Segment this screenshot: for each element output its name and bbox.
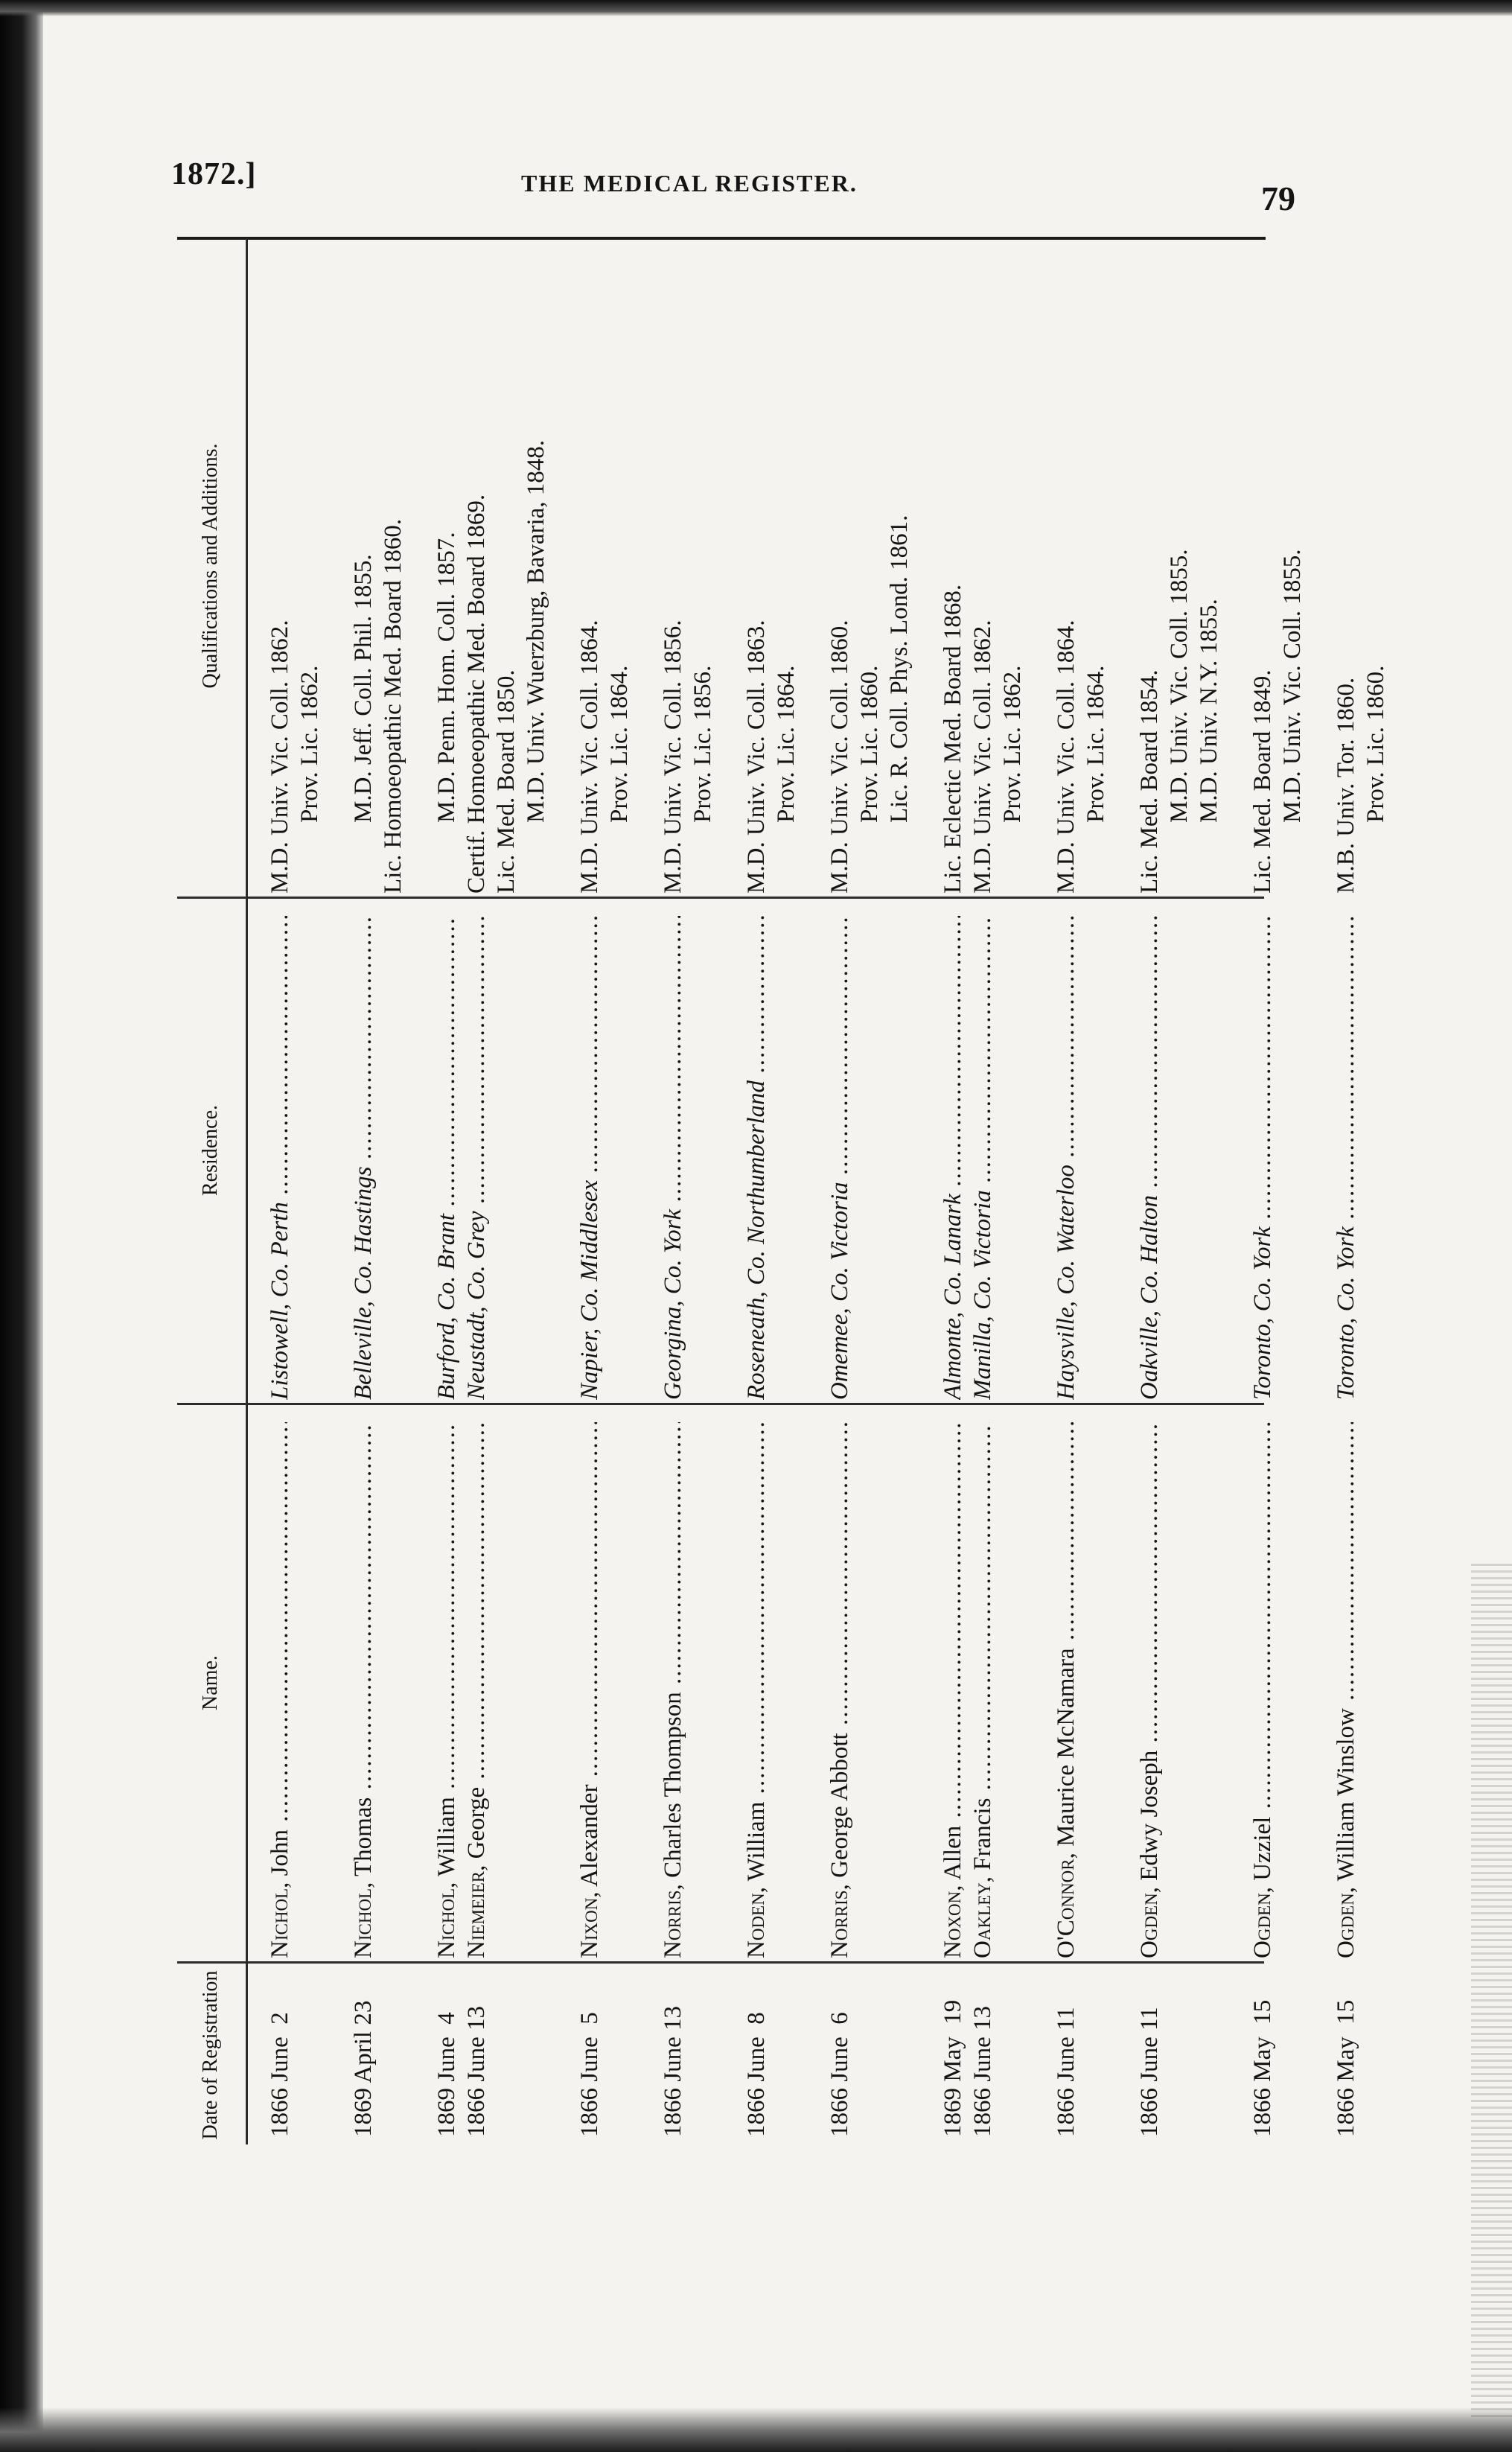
book-binding-shadow: [0, 0, 43, 2452]
given-names: William Winslow: [1333, 1708, 1359, 1888]
qualifications-cell: [575, 620, 634, 894]
given-names: Thomas: [350, 1797, 377, 1882]
qualification: Prov. Lic. 1862.: [999, 665, 1026, 823]
column-header-rule: [246, 238, 248, 2144]
surname: Ogden,: [1333, 1887, 1359, 1958]
name-cell: [658, 1422, 688, 1958]
name-cell: [1331, 1422, 1361, 1958]
registration-date: 1866 June 13: [660, 2006, 686, 2137]
surname: Ogden,: [1249, 1887, 1276, 1958]
qualification: M.D. Univ. Vic. Coll. 1856.: [660, 620, 686, 894]
residence-text: Georgina, Co. York: [660, 1209, 686, 1400]
qualification: M.B. Univ. Tor. 1860.: [1333, 677, 1359, 894]
registration-date: 1869 May 19: [940, 1999, 966, 2137]
practitioner-name: [825, 1422, 855, 1958]
residence: [825, 916, 855, 1400]
qualification: M.D. Univ. Vic. Coll. 1862.: [969, 620, 996, 894]
date-cell: [741, 2012, 771, 2137]
residence: [575, 916, 605, 1400]
residence-cell: [1248, 916, 1277, 1400]
residence-text: Almonte, Co. Lanark: [940, 1194, 966, 1400]
surname: Oakley,: [969, 1876, 996, 1958]
qualifications-cell: [1135, 550, 1224, 894]
residence-cell: [348, 916, 378, 1400]
page-number: 79: [1261, 179, 1295, 217]
given-names: Charles Thompson: [660, 1692, 686, 1885]
date-cell: [938, 2000, 998, 2137]
name-cell: [1135, 1422, 1164, 1958]
qualification: Lic. Homoeopathic Med. Board 1860.: [380, 518, 406, 894]
residence-cell: [658, 916, 688, 1400]
surname: Nichol,: [433, 1882, 460, 1958]
name-cell: [741, 1422, 771, 1958]
residence-text: Manilla, Co. Victoria: [969, 1190, 996, 1400]
surname: Nichol,: [350, 1882, 377, 1958]
residence-text: Haysville, Co. Waterloo: [1053, 1165, 1079, 1400]
residence: [1248, 916, 1277, 1400]
qualifications-cell: [825, 515, 914, 894]
column-header-date: Date of Registration: [199, 1970, 223, 2140]
date-cell: [265, 2012, 295, 2137]
practitioner-name: [658, 1422, 688, 1958]
qualification: Prov. Lic. 1856.: [689, 665, 716, 823]
residence-cell: [575, 916, 605, 1400]
residence-cell: [938, 916, 998, 1400]
column-header-qualifications: Qualifications and Additions.: [199, 443, 223, 689]
date-cell: [825, 2012, 855, 2137]
qualification: Prov. Lic. 1860.: [856, 665, 883, 823]
residence: [265, 916, 295, 1400]
page-bottom-edge: [0, 2407, 1512, 2452]
date-cell: [432, 2006, 491, 2137]
residence: [432, 916, 462, 1400]
date-cell: [658, 2006, 688, 2137]
registration-date: 1869 June 4: [433, 2012, 460, 2137]
residence: [348, 916, 378, 1400]
given-names: William: [743, 1801, 770, 1888]
registration-date: 1866 June 11: [1136, 2007, 1163, 2137]
practitioner-name: [462, 1422, 491, 1958]
qualification: Prov. Lic. 1860.: [1362, 665, 1389, 823]
qualification: M.D. Univ. Vic. Coll. 1855.: [1166, 549, 1193, 823]
name-cell: [432, 1422, 491, 1958]
column-divider: [177, 1403, 1264, 1405]
qualification: M.D. Univ. Vic. Coll. 1864.: [1053, 620, 1079, 894]
residence: [1331, 916, 1361, 1400]
qualification: M.D. Univ. Vic. Coll. 1863.: [743, 620, 770, 894]
residence-text: Toronto, Co. York: [1249, 1226, 1276, 1400]
residence-cell: [1331, 916, 1361, 1400]
qualification: Prov. Lic. 1864.: [1082, 665, 1109, 823]
residence: [1135, 916, 1164, 1400]
residence: [462, 916, 491, 1400]
date-cell: [1331, 2000, 1361, 2137]
residence-text: Omemee, Co. Victoria: [826, 1182, 853, 1400]
residence-text: Listowell, Co. Perth: [267, 1202, 293, 1400]
qualifications-cell: [1248, 550, 1307, 894]
given-names: Uzziel: [1249, 1816, 1276, 1888]
residence: [658, 916, 688, 1400]
residence: [938, 916, 968, 1400]
residence: [968, 916, 998, 1400]
surname: Noden,: [743, 1887, 770, 1958]
qualification: M.D. Univ. Vic. Coll. 1855.: [1279, 549, 1306, 823]
given-names: George: [463, 1786, 490, 1865]
residence-text: Toronto, Co. York: [1333, 1226, 1359, 1400]
qualifications-cell: [938, 585, 1027, 894]
column-divider: [177, 1961, 1264, 1964]
qualification: M.D. Univ. Vic. Coll. 1860.: [826, 620, 853, 894]
residence-cell: [432, 916, 491, 1400]
name-cell: [348, 1422, 378, 1958]
date-cell: [1248, 2000, 1277, 2137]
surname: Nichol,: [267, 1882, 293, 1958]
page-edge-speckle: [1471, 1564, 1512, 2420]
date-cell: [1051, 2007, 1081, 2137]
practitioner-name: [1135, 1422, 1164, 1958]
qualification: Certif. Homoeopathic Med. Board 1869.: [463, 494, 490, 894]
residence-cell: [1135, 916, 1164, 1400]
qualification: M.D. Univ. Vic. Coll. 1864.: [576, 620, 603, 894]
surname: Niemeier,: [463, 1865, 490, 1958]
qualifications-cell: [432, 440, 551, 894]
date-cell: [575, 2012, 605, 2137]
registration-date: 1866 June 5: [576, 2012, 603, 2137]
qualification: Lic. Med. Board 1850.: [493, 669, 520, 894]
residence: [741, 916, 771, 1400]
year-label: 1872.]: [171, 157, 257, 191]
surname: Nixon,: [576, 1891, 603, 1958]
residence-text: Burford, Co. Brant: [433, 1214, 460, 1400]
practitioner-name: [1051, 1422, 1081, 1958]
column-divider: [177, 897, 1264, 899]
qualification: M.D. Univ. N.Y. 1855.: [1196, 599, 1222, 823]
qualification: Prov. Lic. 1864.: [773, 665, 800, 823]
given-names: Maurice McNamara: [1053, 1648, 1079, 1853]
practitioner-name: [348, 1422, 378, 1958]
given-names: Francis: [969, 1797, 996, 1876]
name-cell: [1248, 1422, 1277, 1958]
registration-date: 1866 June 13: [463, 2006, 490, 2137]
surname: O'Connor,: [1053, 1853, 1079, 1958]
registration-date: 1866 June 6: [826, 2012, 853, 2137]
practitioner-name: [265, 1422, 295, 1958]
surname: Norris,: [660, 1884, 686, 1958]
registration-date: 1866 May 15: [1249, 1999, 1276, 2137]
surname: Noxon,: [940, 1885, 966, 1958]
residence: [1051, 916, 1081, 1400]
qualification: Prov. Lic. 1862.: [296, 665, 323, 823]
registration-date: 1866 June 13: [969, 2006, 996, 2137]
residence-text: Roseneath, Co. Northumberland: [743, 1080, 770, 1400]
qualification: Prov. Lic. 1864.: [606, 665, 633, 823]
qualification: M.D. Jeff. Coll. Phil. 1855.: [350, 554, 377, 823]
registration-date: 1866 June 2: [267, 2012, 293, 2137]
qualifications-cell: [741, 620, 801, 894]
qualification: Lic. Med. Board 1849.: [1249, 669, 1276, 894]
residence-cell: [825, 916, 855, 1400]
qualifications-cell: [1051, 620, 1111, 894]
practitioner-name: [938, 1422, 968, 1958]
registration-date: 1866 June 11: [1053, 2007, 1079, 2137]
qualification: M.D. Penn. Hom. Coll. 1857.: [433, 532, 460, 823]
registration-date: 1866 May 15: [1333, 1999, 1359, 2137]
column-header-residence: Residence.: [199, 1104, 223, 1197]
qualifications-cell: [658, 620, 718, 894]
page-header: [171, 156, 1295, 216]
given-names: John: [267, 1830, 293, 1882]
residence-cell: [1051, 916, 1081, 1400]
column-header-name: Name.: [199, 1655, 223, 1710]
registration-date: 1869 April 23: [350, 2000, 377, 2137]
given-names: Allen: [940, 1825, 966, 1885]
practitioner-name: [575, 1422, 605, 1958]
registration-date: 1866 June 8: [743, 2012, 770, 2137]
name-cell: [825, 1422, 855, 1958]
surname: Ogden,: [1136, 1887, 1163, 1958]
qualifications-cell: [265, 620, 325, 894]
practitioner-name: [741, 1422, 771, 1958]
register-table: [177, 238, 1389, 2144]
qualification: M.D. Univ. Wuerzburg, Bavaria, 1848.: [523, 439, 549, 823]
given-names: Edwy Joseph: [1136, 1750, 1163, 1888]
given-names: George Abbott: [826, 1733, 853, 1885]
practitioner-name: [1248, 1422, 1277, 1958]
qualifications-cell: [348, 519, 408, 894]
name-cell: [938, 1422, 998, 1958]
name-cell: [1051, 1422, 1081, 1958]
residence-text: Belleville, Co. Hastings: [350, 1166, 377, 1400]
surname: Norris,: [826, 1884, 853, 1958]
qualification: Lic. R. Coll. Phys. Lond. 1861.: [886, 515, 913, 823]
qualification: M.D. Univ. Vic. Coll. 1862.: [267, 620, 293, 894]
residence-cell: [265, 916, 295, 1400]
page-top-edge: [0, 0, 1512, 16]
running-title: THE MEDICAL REGISTER.: [521, 170, 858, 197]
name-cell: [575, 1422, 605, 1958]
given-names: William: [433, 1797, 460, 1882]
qualifications-cell: [1331, 666, 1391, 894]
qualification: Lic. Eclectic Med. Board 1868.: [940, 584, 966, 894]
practitioner-name: [432, 1422, 462, 1958]
residence-cell: [741, 916, 771, 1400]
residence-text: Neustadt, Co. Grey: [463, 1211, 490, 1400]
date-cell: [348, 2001, 378, 2137]
residence-text: Oakville, Co. Halton: [1136, 1195, 1163, 1400]
given-names: Alexander: [576, 1784, 603, 1892]
practitioner-name: [1331, 1422, 1361, 1958]
name-cell: [265, 1422, 295, 1958]
practitioner-name: [968, 1422, 998, 1958]
residence-text: Napier, Co. Middlesex: [576, 1179, 603, 1400]
qualification: Lic. Med. Board 1854.: [1136, 669, 1163, 894]
date-cell: [1135, 2007, 1164, 2137]
